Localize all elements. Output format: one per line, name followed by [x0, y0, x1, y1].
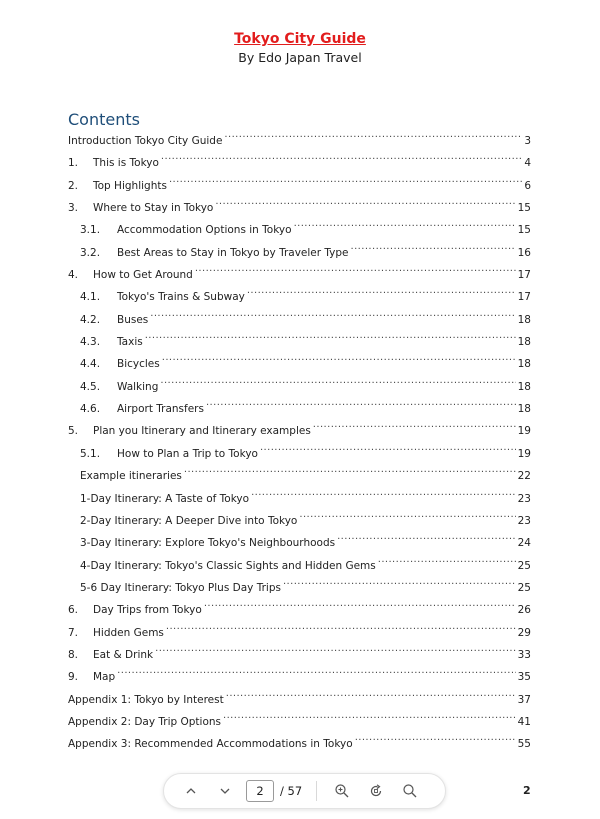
toc-entry[interactable] — [68, 555, 531, 577]
toc-entry[interactable] — [68, 510, 531, 532]
zoom-in-icon — [334, 783, 350, 799]
toc-entry-number: 4.6. — [80, 403, 101, 416]
toc-entry-title: Introduction Tokyo City Guide — [68, 135, 223, 147]
toc-entry-title: Appendix 3: Recommended Accommodations in Tokyo — [68, 738, 353, 751]
toc-entry-title: Walking — [117, 380, 159, 393]
toc-entry-title: Example itineraries — [80, 470, 182, 483]
toc-entry-title: Top Highlights — [93, 179, 167, 192]
search-icon — [402, 783, 418, 799]
toc-entry[interactable] — [68, 175, 531, 197]
toc-dot-leader — [351, 244, 516, 256]
previous-page-button[interactable] — [176, 776, 206, 806]
page-number: 2 — [523, 784, 531, 797]
toc-entry-title: How to Plan a Trip to Tokyo — [117, 447, 258, 460]
toc-entry[interactable] — [68, 398, 531, 420]
toc-dot-leader — [215, 199, 515, 211]
toc-entry-title: Hidden Gems — [93, 626, 164, 639]
toc-entry-page: 25 — [517, 559, 531, 572]
toc-entry[interactable] — [68, 488, 531, 510]
toc-entry-title: Appendix 2: Day Trip Options — [68, 715, 222, 728]
toc-entry[interactable] — [68, 711, 531, 733]
toc-entry-number: 5. — [68, 425, 79, 438]
toc-dot-leader — [145, 333, 516, 345]
toc-dot-leader — [337, 534, 516, 546]
toc-entry-page: 18 — [517, 336, 531, 349]
toc-dot-leader — [161, 154, 522, 166]
toc-dot-leader — [224, 132, 522, 144]
toc-entry[interactable] — [68, 689, 531, 711]
toc-dot-leader — [162, 355, 516, 367]
title-block — [0, 30, 600, 67]
toc-entry-number: 3.1. — [80, 224, 101, 237]
toc-entry-title: 5-6 Day Itinerary: Tokyo Plus Day Trips — [80, 581, 281, 594]
toc-dot-leader — [223, 713, 516, 725]
toc-entry-number: 4.4. — [80, 358, 101, 371]
toc-entry[interactable] — [68, 286, 531, 308]
toc-entry-page: 19 — [517, 425, 531, 438]
zoom-in-button[interactable] — [327, 776, 357, 806]
toc-dot-leader — [283, 579, 516, 591]
toolbar-divider — [316, 781, 317, 801]
toc-entry-page: 4 — [524, 157, 531, 170]
pdf-toolbar — [163, 773, 446, 809]
toc-entry-page: 26 — [517, 604, 531, 617]
toc-entry-title: Where to Stay in Tokyo — [93, 202, 214, 215]
toc-dot-leader — [160, 378, 515, 390]
toc-entry[interactable] — [68, 577, 531, 599]
toc-entry-page: 3 — [524, 135, 531, 147]
toc-entry[interactable] — [68, 420, 531, 442]
toc-entry-title: Buses — [117, 313, 149, 326]
toc-entry-page: 18 — [517, 380, 531, 393]
toc-entry[interactable] — [68, 331, 531, 353]
toc-entry-title: Plan you Itinerary and Itinerary examples — [93, 425, 311, 438]
toc-entry-page: 18 — [517, 313, 531, 326]
toc-entry[interactable] — [68, 242, 531, 264]
page-total: / 57 — [280, 784, 303, 798]
toc-entry-page: 22 — [517, 470, 531, 483]
toc-entry[interactable] — [68, 197, 531, 219]
toc-dot-leader — [166, 624, 516, 636]
toc-entry-title: Taxis — [117, 336, 143, 349]
toc-dot-leader — [378, 557, 516, 569]
toc-entry-page: 29 — [517, 626, 531, 639]
toc-entry-number: 9. — [68, 671, 79, 684]
toc-entry[interactable] — [68, 264, 531, 286]
toc-entry-page: 17 — [517, 291, 531, 304]
toc-entry-title: Airport Transfers — [117, 403, 204, 416]
toc-entry-number: 4.5. — [80, 380, 101, 393]
toc-entry-number: 8. — [68, 648, 79, 661]
toc-entry[interactable] — [68, 599, 531, 621]
toc-entry-title: Tokyo's Trains & Subway — [117, 291, 245, 304]
toc-entry-page: 33 — [517, 648, 531, 661]
toc-entry-number: 4.3. — [80, 336, 101, 349]
contents-heading: Contents — [68, 110, 140, 129]
toc-entry-number: 3. — [68, 202, 79, 215]
toc-entry[interactable] — [68, 465, 531, 487]
toc-entry-page: 23 — [517, 492, 531, 505]
toc-entry-number: 4.2. — [80, 313, 101, 326]
toc-entry-page: 16 — [517, 246, 531, 259]
toc-entry-page: 15 — [517, 202, 531, 215]
toc-entry-page: 19 — [517, 447, 531, 460]
toc-dot-leader — [294, 221, 516, 233]
toc-entry-title: How to Get Around — [93, 269, 193, 282]
toc-entry-page: 6 — [524, 179, 531, 192]
toc-dot-leader — [155, 646, 516, 658]
toc-entry-page: 23 — [517, 514, 531, 527]
toc-dot-leader — [226, 691, 516, 703]
toc-entry-number: 6. — [68, 604, 79, 617]
document-title: Tokyo City Guide — [234, 31, 366, 47]
toc-entry[interactable] — [68, 219, 531, 241]
toc-entry-page: 24 — [517, 537, 531, 550]
next-page-button[interactable] — [210, 776, 240, 806]
toc-entry[interactable] — [68, 309, 531, 331]
toc-entry-number: 5.1. — [80, 447, 101, 460]
toc-entry-title: Day Trips from Tokyo — [93, 604, 202, 617]
toc-dot-leader — [251, 490, 516, 502]
toc-entry-page: 15 — [517, 224, 531, 237]
chevron-down-icon — [218, 784, 232, 798]
toc-entry-number: 3.2. — [80, 246, 101, 259]
toc-dot-leader — [206, 400, 516, 412]
toc-entry-title: 4-Day Itinerary: Tokyo's Classic Sights and Hidden Gems — [80, 559, 376, 572]
toc-entry[interactable] — [68, 532, 531, 554]
toc-entry-number: 7. — [68, 626, 79, 639]
toc-entry-title: This is Tokyo — [93, 157, 159, 170]
toc-dot-leader — [150, 311, 515, 323]
toc-entry-title: 3-Day Itinerary: Explore Tokyo's Neighbourhoods — [80, 537, 336, 550]
toc-entry-title: Best Areas to Stay in Tokyo by Traveler Type — [117, 246, 349, 259]
toc-entry-page: 18 — [517, 358, 531, 371]
toc-dot-leader — [169, 177, 522, 189]
toc-entry-page: 41 — [517, 715, 531, 728]
toc-entry-number: 1. — [68, 157, 79, 170]
toc-entry[interactable] — [68, 733, 531, 755]
toc-entry-page: 25 — [517, 581, 531, 594]
toc-entry[interactable] — [68, 152, 531, 174]
toc-entry-title: Bicycles — [117, 358, 160, 371]
toc-entry-page: 35 — [517, 671, 531, 684]
toc-entry[interactable] — [68, 130, 531, 152]
toc-dot-leader — [204, 601, 516, 613]
toc-dot-leader — [117, 668, 515, 680]
toc-entry-title: 2-Day Itinerary: A Deeper Dive into Tokyo — [80, 514, 298, 527]
toc-entry[interactable] — [68, 376, 531, 398]
toc-entry-page: 17 — [517, 269, 531, 282]
toc-dot-leader — [247, 288, 516, 300]
page-number-input[interactable]: 2 — [246, 780, 274, 802]
toc-dot-leader — [260, 445, 516, 457]
toc-entry-page: 18 — [517, 403, 531, 416]
toc-entry-page: 37 — [517, 693, 531, 706]
toc-entry[interactable] — [68, 443, 531, 465]
table-of-contents — [68, 130, 531, 756]
toc-entry-number: 2. — [68, 179, 79, 192]
document-subtitle: By Edo Japan Travel — [238, 50, 362, 65]
toc-dot-leader — [299, 512, 515, 524]
toc-entry-title: Map — [93, 671, 116, 684]
toc-entry[interactable] — [68, 644, 531, 666]
toc-entry-number: 4.1. — [80, 291, 101, 304]
chevron-up-icon — [184, 784, 198, 798]
toc-dot-leader — [195, 266, 516, 278]
toc-dot-leader — [313, 422, 516, 434]
rotate-icon — [368, 783, 384, 799]
toc-entry-number: 4. — [68, 269, 79, 282]
toc-dot-leader — [355, 735, 516, 747]
toc-entry-title: 1-Day Itinerary: A Taste of Tokyo — [80, 492, 250, 505]
toc-entry[interactable] — [68, 353, 531, 375]
toc-entry-page: 55 — [517, 738, 531, 751]
toc-dot-leader — [184, 467, 516, 479]
toc-entry-title: Appendix 1: Tokyo by Interest — [68, 693, 224, 706]
toc-entry[interactable] — [68, 666, 531, 688]
rotate-button[interactable] — [361, 776, 391, 806]
toc-entry-title: Accommodation Options in Tokyo — [117, 224, 292, 237]
toc-entry[interactable] — [68, 622, 531, 644]
search-button[interactable] — [395, 776, 425, 806]
toc-entry-title: Eat & Drink — [93, 648, 154, 661]
